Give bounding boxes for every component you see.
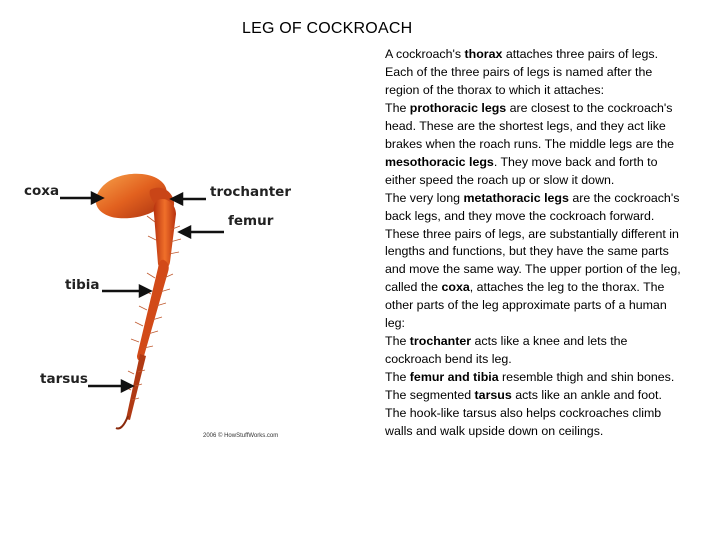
page-title: LEG OF COCKROACH xyxy=(242,20,413,37)
tarsus-label: tarsus xyxy=(40,371,88,387)
paragraph: A cockroach's thorax attaches three pairs of legs. Each of the three pairs of legs is named after the region of the thorax to which it attaches: xyxy=(385,47,659,97)
leg-illustration xyxy=(20,160,300,450)
bold-term: tarsus xyxy=(474,388,512,403)
bold-term: coxa xyxy=(441,280,470,295)
bold-term: mesothoracic legs xyxy=(385,154,494,169)
femur-label: femur xyxy=(228,213,274,229)
bold-term: thorax xyxy=(464,47,503,61)
trochanter-label: trochanter xyxy=(210,184,291,200)
paragraph: The prothoracic legs are closest to the cockroach's head. These are the shortest legs, and they act like brakes when the roach runs. The middle legs are the mesothoracic legs. They move back and forth to either speed the roach up or slow it down. xyxy=(385,100,675,187)
tibia-segment xyxy=(137,260,169,361)
paragraph: The femur and tibia resemble thigh and shin bones. xyxy=(385,370,675,385)
description-text xyxy=(385,46,685,441)
bold-term: trochanter xyxy=(409,334,472,349)
image-credit: 2006 © HowStuffWorks.com xyxy=(203,433,279,439)
paragraph: The segmented tarsus acts like an ankle and foot. The hook-like tarsus also helps cockroaches climb walls and walk upside down on ceilings. xyxy=(385,388,662,439)
paragraph: These three pairs of legs, are substantially different in lengths and functions, but they have the same parts and move the same way. The upper portion of the leg, called the coxa, attaches the leg to the thorax. The other parts of the leg approximate parts of a human leg: xyxy=(385,226,681,331)
bold-term: metathoracic legs xyxy=(463,190,569,205)
femur-segment xyxy=(154,199,176,269)
paragraph: The very long metathoracic legs are the cockroach's back legs, and they move the cockroach forward. xyxy=(385,190,680,223)
bold-term: prothoracic legs xyxy=(409,100,507,115)
bold-term: femur and tibia xyxy=(409,370,499,385)
coxa-label: coxa xyxy=(24,183,60,199)
tibia-label: tibia xyxy=(65,277,100,293)
paragraph: The trochanter acts like a knee and lets the cockroach bend its leg. xyxy=(385,334,628,367)
leg-diagram xyxy=(20,160,300,450)
